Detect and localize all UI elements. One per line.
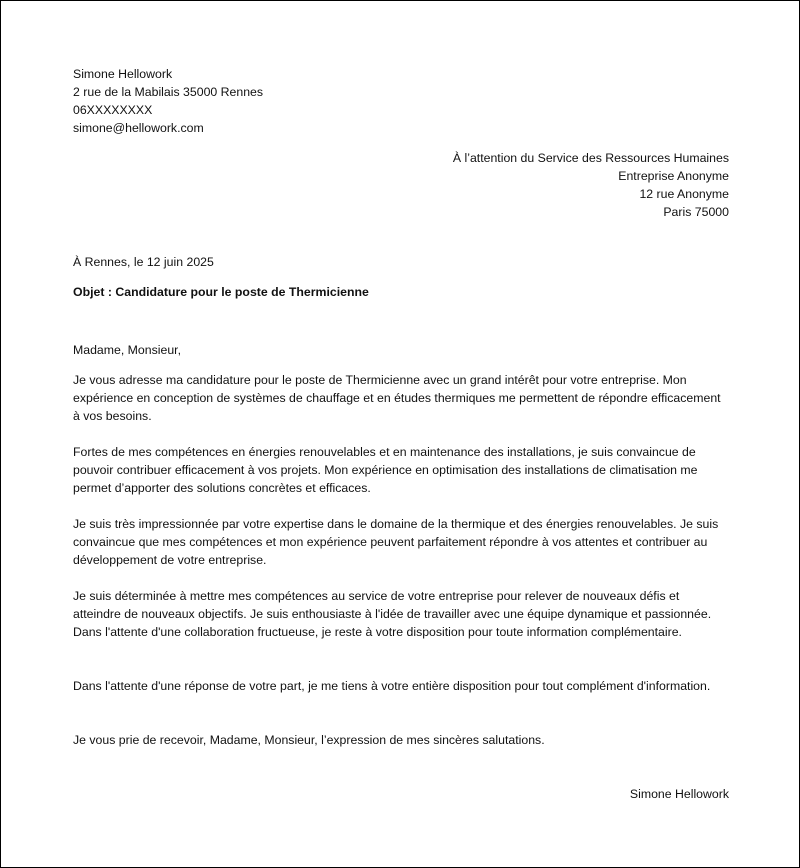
sender-email: simone@hellowork.com bbox=[73, 121, 204, 135]
recipient-city: Paris 75000 bbox=[663, 205, 729, 219]
sender-phone: 06XXXXXXXX bbox=[73, 103, 153, 117]
subject-line: Objet : Candidature pour le poste de Thermicienne bbox=[73, 285, 369, 299]
sender-block bbox=[73, 65, 729, 137]
recipient-block bbox=[73, 149, 729, 221]
paragraph-1: Je vous adresse ma candidature pour le poste de Thermicienne avec un grand intérêt pour votre entreprise. Mon expérience en conception de systèmes de chauffage et en études thermiques me permettent de répondre efficacement à vos besoins. bbox=[73, 373, 721, 423]
salutation: Madame, Monsieur, bbox=[73, 343, 181, 357]
paragraph-4: Je suis déterminée à mettre mes compétences au service de votre entreprise pour relever de nouveaux défis et atteindre de nouveaux objectifs. Je suis enthousiaste à l'idée de travailler avec une équipe dynamique et passionnée. Dans l'attente d'une collaboration fructueuse, je reste à votre disposition pour toute information complémentaire. bbox=[73, 589, 712, 639]
recipient-attention: À l’attention du Service des Ressources Humaines bbox=[452, 151, 729, 165]
paragraph-6: Je vous prie de recevoir, Madame, Monsieur, l’expression de mes sincères salutations. bbox=[73, 733, 545, 747]
recipient-street: 12 rue Anonyme bbox=[639, 187, 729, 201]
paragraph-5: Dans l'attente d'une réponse de votre part, je me tiens à votre entière disposition pour tout complément d'information. bbox=[73, 679, 711, 693]
sender-address: 2 rue de la Mabilais 35000 Rennes bbox=[73, 85, 264, 99]
paragraph-3: Je suis très impressionnée par votre expertise dans le domaine de la thermique et des énergies renouvelables. Je suis convaincue que mes compétences et mon expérience peuvent parfaitement répondre à vos attentes et contribuer au développement de votre entreprise. bbox=[73, 517, 719, 567]
date-line: À Rennes, le 12 juin 2025 bbox=[73, 255, 214, 269]
paragraph-2: Fortes de mes compétences en énergies renouvelables et en maintenance des installations, je suis convaincue de pouvoir contribuer efficacement à vos projets. Mon expérience en optimisation des installations de climatisation me permet d’apporter des solutions concrètes et efficaces. bbox=[73, 445, 698, 495]
signature: Simone Hellowork bbox=[629, 787, 729, 801]
sender-name: Simone Hellowork bbox=[73, 67, 173, 81]
recipient-company: Entreprise Anonyme bbox=[618, 169, 729, 183]
